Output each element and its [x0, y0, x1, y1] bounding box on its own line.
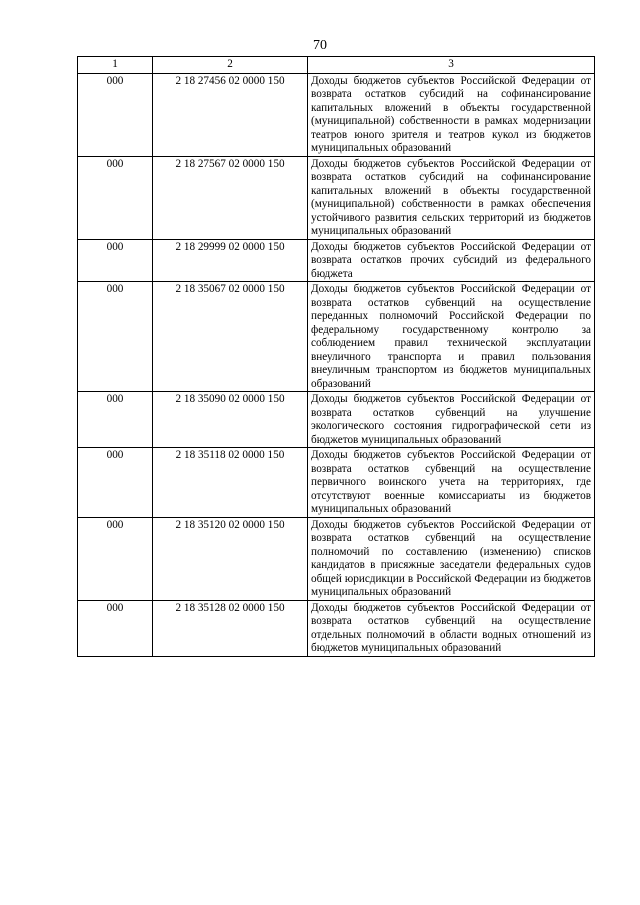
table-row — [78, 282, 595, 392]
admin-code-cell: 000 — [78, 156, 153, 239]
description-cell: Доходы бюджетов субъектов Российской Федерации от возврата остатков субвенций на осуществление полномочий по составлению (изменению) списков кандидатов в присяжные заседатели федеральных судов общей юрисдикции в Российской Федерации из бюджетов муниципальных образований — [308, 517, 595, 600]
admin-code-cell: 000 — [78, 600, 153, 656]
page-number: 70 — [313, 38, 327, 53]
kbk-code-cell: 2 18 29999 02 0000 150 — [153, 239, 308, 282]
admin-code-cell: 000 — [78, 448, 153, 518]
admin-code-cell: 000 — [78, 73, 153, 156]
admin-code-cell: 000 — [78, 392, 153, 448]
table-row — [78, 73, 595, 156]
table-row — [78, 239, 595, 282]
description-cell: Доходы бюджетов субъектов Российской Федерации от возврата остатков субвенций на осуществление первичного воинского учета на территориях, где отсутствуют военные комиссариаты из бюджетов муниципальных образований — [308, 448, 595, 518]
column-header-2: 2 — [153, 57, 308, 74]
admin-code-cell: 000 — [78, 517, 153, 600]
table-row — [78, 600, 595, 656]
kbk-code-cell: 2 18 27567 02 0000 150 — [153, 156, 308, 239]
admin-code-cell: 000 — [78, 282, 153, 392]
table-row — [78, 448, 595, 518]
table-row — [78, 517, 595, 600]
description-cell: Доходы бюджетов субъектов Российской Федерации от возврата остатков субсидий на софинансирование капитальных вложений в объекты государственной (муниципальной) собственности в рамках модернизации театров юного зрителя и театров кукол из бюджетов муниципальных образований — [308, 73, 595, 156]
kbk-code-cell: 2 18 35067 02 0000 150 — [153, 282, 308, 392]
description-cell: Доходы бюджетов субъектов Российской Федерации от возврата остатков прочих субсидий из федерального бюджета — [308, 239, 595, 282]
description-cell: Доходы бюджетов субъектов Российской Федерации от возврата остатков субвенций на осуществление отдельных полномочий в области водных отношений из бюджетов муниципальных образований — [308, 600, 595, 656]
table-row — [78, 156, 595, 239]
column-header-3: 3 — [308, 57, 595, 74]
kbk-code-cell: 2 18 35118 02 0000 150 — [153, 448, 308, 518]
kbk-code-cell: 2 18 27456 02 0000 150 — [153, 73, 308, 156]
description-cell: Доходы бюджетов субъектов Российской Федерации от возврата остатков субвенций на осуществление переданных полномочий Российской Федерации по федеральному государственному контролю за соблюдением правил технической эксплуатации внеуличного транспорта и правил пользования внеуличным транспортом из бюджетов муниципальных образований — [308, 282, 595, 392]
kbk-code-cell: 2 18 35120 02 0000 150 — [153, 517, 308, 600]
admin-code-cell: 000 — [78, 239, 153, 282]
table-row — [78, 392, 595, 448]
table-header-row — [78, 57, 595, 74]
column-header-1: 1 — [78, 57, 153, 74]
kbk-code-cell: 2 18 35090 02 0000 150 — [153, 392, 308, 448]
kbk-code-cell: 2 18 35128 02 0000 150 — [153, 600, 308, 656]
description-cell: Доходы бюджетов субъектов Российской Федерации от возврата остатков субвенций на улучшение экологического состояния гидрографической сети из бюджетов муниципальных образований — [308, 392, 595, 448]
budget-revenue-table — [77, 56, 595, 657]
description-cell: Доходы бюджетов субъектов Российской Федерации от возврата остатков субсидий на софинансирование капитальных вложений в объекты государственной (муниципальной) собственности в рамках обеспечения устойчивого развития сельских территорий из бюджетов муниципальных образований — [308, 156, 595, 239]
